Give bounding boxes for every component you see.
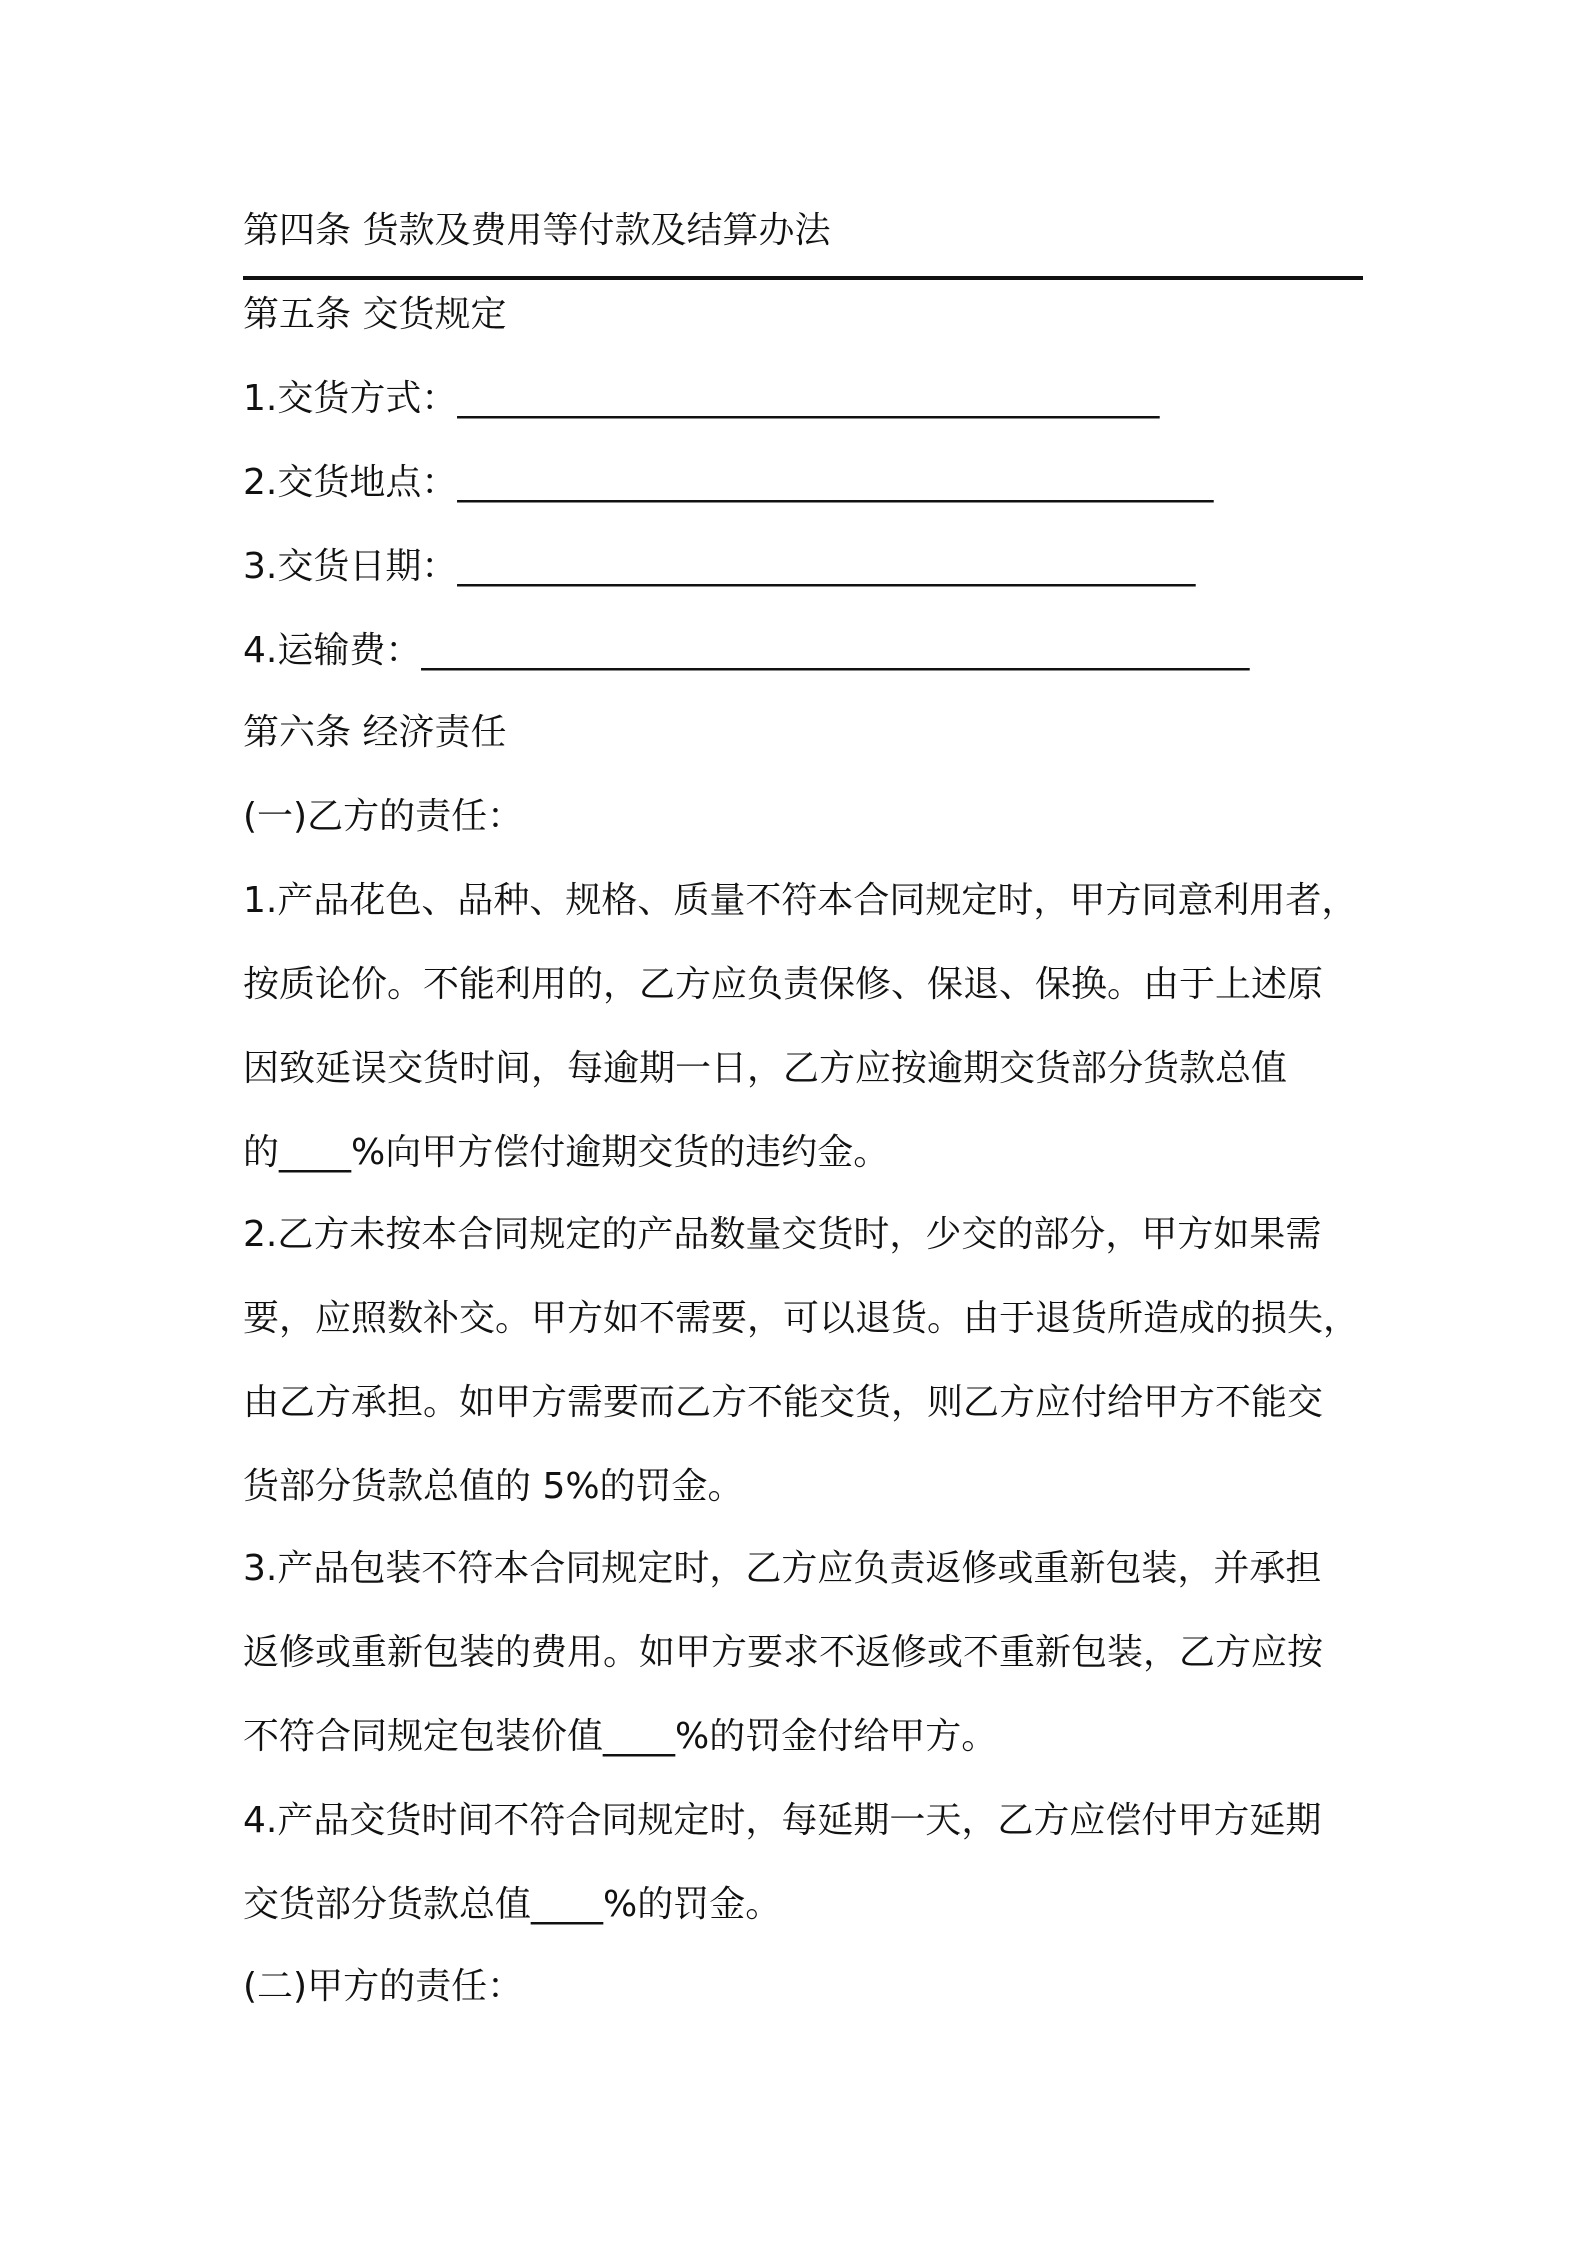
paragraph-line: 的____%向甲方偿付逾期交货的违约金。 bbox=[243, 1132, 890, 1173]
paragraph-line: 3.产品包装不符本合同规定时，乙方应负责返修或重新包装，并承担 bbox=[243, 1548, 1322, 1589]
delivery-method-field: 1.交货方式：_______________________________________ bbox=[243, 378, 1160, 419]
party-a-heading: (二)甲方的责任： bbox=[243, 1966, 524, 2007]
party-b-heading: (一)乙方的责任： bbox=[243, 796, 524, 837]
delivery-location-field: 2.交货地点：__________________________________________ bbox=[243, 462, 1214, 503]
paragraph-line: 返修或重新包装的费用。如甲方要求不返修或不重新包装，乙方应按 bbox=[243, 1632, 1324, 1673]
paragraph-line: 货部分货款总值的 5%的罚金。 bbox=[243, 1466, 744, 1507]
paragraph-line: 4.产品交货时间不符合同规定时，每延期一天，乙方应偿付甲方延期 bbox=[243, 1800, 1322, 1841]
delivery-date-field: 3.交货日期：_________________________________________ bbox=[243, 546, 1196, 587]
paragraph-line: 按质论价。不能利用的，乙方应负责保修、保退、保换。由于上述原 bbox=[243, 964, 1324, 1005]
article-6-title: 第六条 经济责任 bbox=[243, 712, 507, 753]
article-4-title: 第四条 货款及费用等付款及结算办法 bbox=[243, 210, 831, 251]
paragraph-line: 因致延误交货时间，每逾期一日，乙方应按逾期交货部分货款总值 bbox=[243, 1048, 1288, 1089]
paragraph-line: 不符合同规定包装价值____%的罚金付给甲方。 bbox=[243, 1716, 998, 1757]
paragraph-line: 2.乙方未按本合同规定的产品数量交货时，少交的部分，甲方如果需 bbox=[243, 1214, 1322, 1255]
section-divider bbox=[243, 276, 1363, 280]
paragraph-line: 由乙方承担。如甲方需要而乙方不能交货，则乙方应付给甲方不能交 bbox=[243, 1382, 1324, 1423]
article-5-title: 第五条 交货规定 bbox=[243, 294, 507, 335]
paragraph-line: 交货部分货款总值____%的罚金。 bbox=[243, 1884, 782, 1925]
transport-fee-field: 4.运输费：______________________________________________ bbox=[243, 630, 1250, 671]
paragraph-line: 要，应照数补交。甲方如不需要，可以退货。由于退货所造成的损失， bbox=[243, 1298, 1360, 1339]
paragraph-line: 1.产品花色、品种、规格、质量不符本合同规定时，甲方同意利用者， bbox=[243, 880, 1358, 921]
